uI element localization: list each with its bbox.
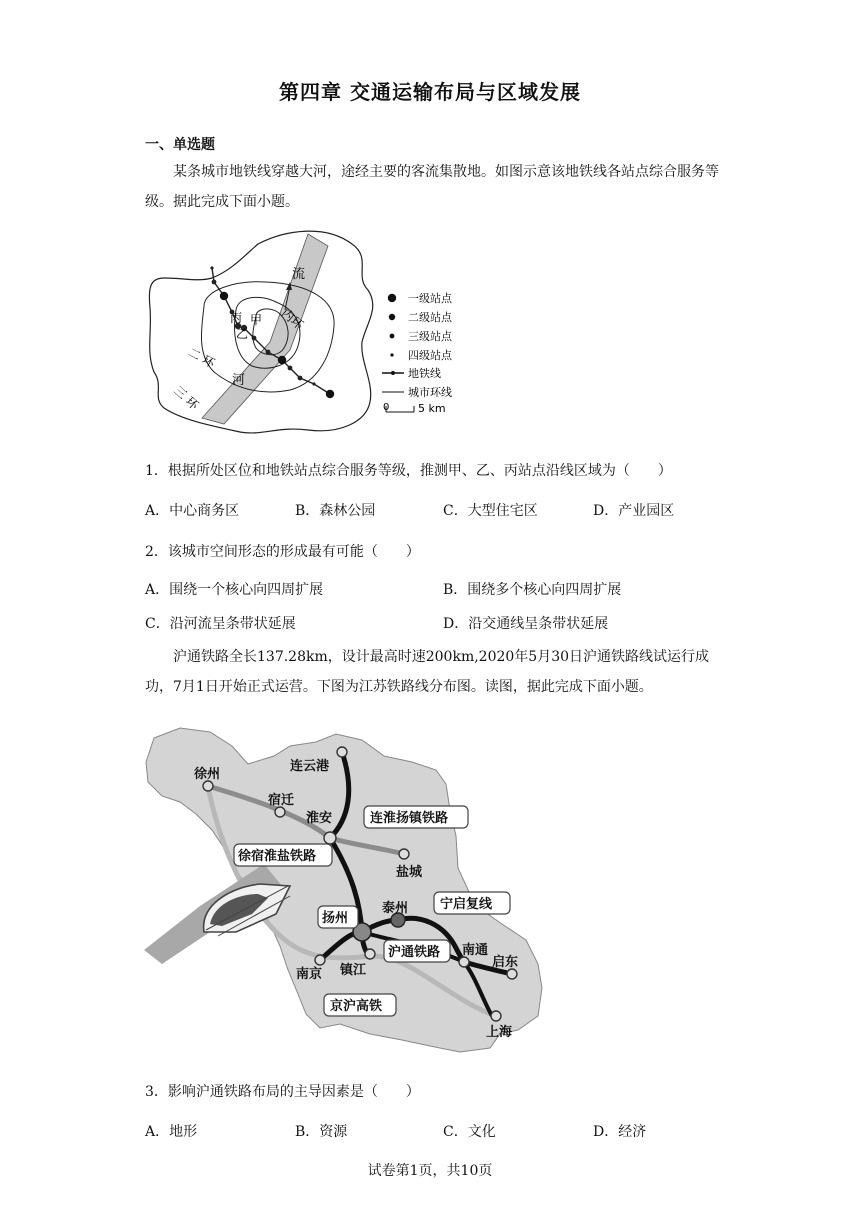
- label-ring-3: 三 环: [171, 383, 202, 413]
- label-inner-ring: 内环: [278, 305, 307, 333]
- rail-label-xusu: 徐宿淮盐铁路: [238, 849, 317, 864]
- map1-legend: [382, 291, 453, 415]
- city-suqian: 宿迁: [268, 793, 295, 808]
- section-heading: 一、单选题: [145, 137, 215, 153]
- label-ring-2: 二 环: [185, 345, 218, 371]
- legend-level2: 二级站点: [408, 311, 452, 324]
- station-level3: [266, 350, 271, 355]
- q2-option-d[interactable]: D．沿交通线呈条带状延展: [443, 616, 609, 632]
- question-3-stem: 3．影响沪通铁路布局的主导因素是（ ）: [145, 1084, 420, 1100]
- q3-option-c[interactable]: C．文化: [443, 1124, 496, 1140]
- station-level1: [220, 292, 228, 300]
- rail-label-lianhuai: 连淮扬镇铁路: [370, 811, 449, 826]
- station-level1: [326, 390, 334, 398]
- station-level3: [212, 280, 217, 285]
- railway-map: [140, 718, 550, 1056]
- station-level3: [298, 376, 303, 381]
- label-river-top: 流: [292, 267, 306, 282]
- station-level4: [312, 382, 315, 385]
- question-2-stem: 2．该城市空间形态的形成最有可能（ ）: [145, 544, 420, 560]
- scale-value: 5 km: [418, 402, 446, 415]
- city-yancheng: 盐城: [396, 865, 423, 880]
- q2-option-c[interactable]: C．沿河流呈条带状延展: [145, 616, 296, 632]
- rail-label-hutong: 沪通铁路: [388, 945, 441, 960]
- q3-option-d[interactable]: D．经济: [593, 1124, 647, 1140]
- q1-option-b[interactable]: B．森林公园: [295, 503, 376, 519]
- station-level1: [278, 356, 286, 364]
- label-bing: 丙: [230, 311, 243, 325]
- question-1-stem: 1．根据所处区位和地铁站点综合服务等级，推测甲、乙、丙站点沿线区域为（ ）: [145, 463, 672, 479]
- city-zhenjiang: 镇江: [340, 963, 367, 978]
- rail-label-ningqi: 宁启复线: [440, 897, 493, 912]
- station-level3: [252, 336, 257, 341]
- label-river-bottom: 河: [232, 373, 246, 388]
- city-nantong: 南通: [462, 943, 489, 958]
- legend-level3: 三级站点: [408, 330, 452, 343]
- city-shanghai: 上海: [486, 1025, 513, 1040]
- high-speed-train-icon: [144, 864, 290, 964]
- passage-1: 某条城市地铁线穿越大河，途经主要的客流集散地。如图示意该地铁线各站点综合服务等级。据此完成下面小题。: [145, 164, 719, 210]
- city-huaian: 淮安: [306, 811, 333, 826]
- q1-option-a[interactable]: A．中心商务区: [145, 503, 240, 519]
- passage-2: 沪通铁路全长137.28km，设计最高时速200km,2020年5月30日沪通铁路线试运行成功，7月1日开始正式运营。下图为江苏铁路线分布图。读图，据此完成下面小题。: [145, 649, 710, 695]
- station-level4: [210, 266, 213, 269]
- legend-level4: 四级站点: [408, 349, 452, 362]
- station-level3: [288, 366, 293, 371]
- q3-option-b[interactable]: B．资源: [295, 1124, 348, 1140]
- q2-option-b[interactable]: B．围绕多个核心向四周扩展: [443, 582, 622, 598]
- legend-level1: 一级站点: [408, 292, 452, 305]
- page-footer: 试卷第1页，共10页: [367, 1163, 493, 1179]
- rail-label-yangzhou: 扬州: [322, 911, 349, 926]
- q3-option-a[interactable]: A．地形: [145, 1124, 198, 1140]
- label-yi: 乙: [236, 327, 249, 341]
- q1-option-d[interactable]: D．产业园区: [593, 503, 675, 519]
- legend-ring: 城市环线: [408, 386, 452, 399]
- rail-label-jinghu: 京沪高铁: [330, 999, 383, 1014]
- scale-zero: 0: [383, 402, 390, 413]
- q1-option-c[interactable]: C．大型住宅区: [443, 503, 538, 519]
- river-band: [202, 234, 328, 424]
- city-lianyungang: 连云港: [290, 759, 330, 774]
- page-title: 第四章 交通运输布局与区域发展: [279, 80, 581, 104]
- city-taizhou: 泰州: [382, 901, 409, 916]
- city-qidong: 启东: [492, 955, 519, 970]
- city-xuzhou: 徐州: [194, 767, 221, 782]
- q2-option-a[interactable]: A．围绕一个核心向四周扩展: [145, 582, 324, 598]
- city-nanjing: 南京: [296, 967, 323, 982]
- legend-metro: 地铁线: [408, 367, 441, 380]
- label-jia: 甲: [250, 313, 263, 327]
- metro-map: [140, 222, 480, 444]
